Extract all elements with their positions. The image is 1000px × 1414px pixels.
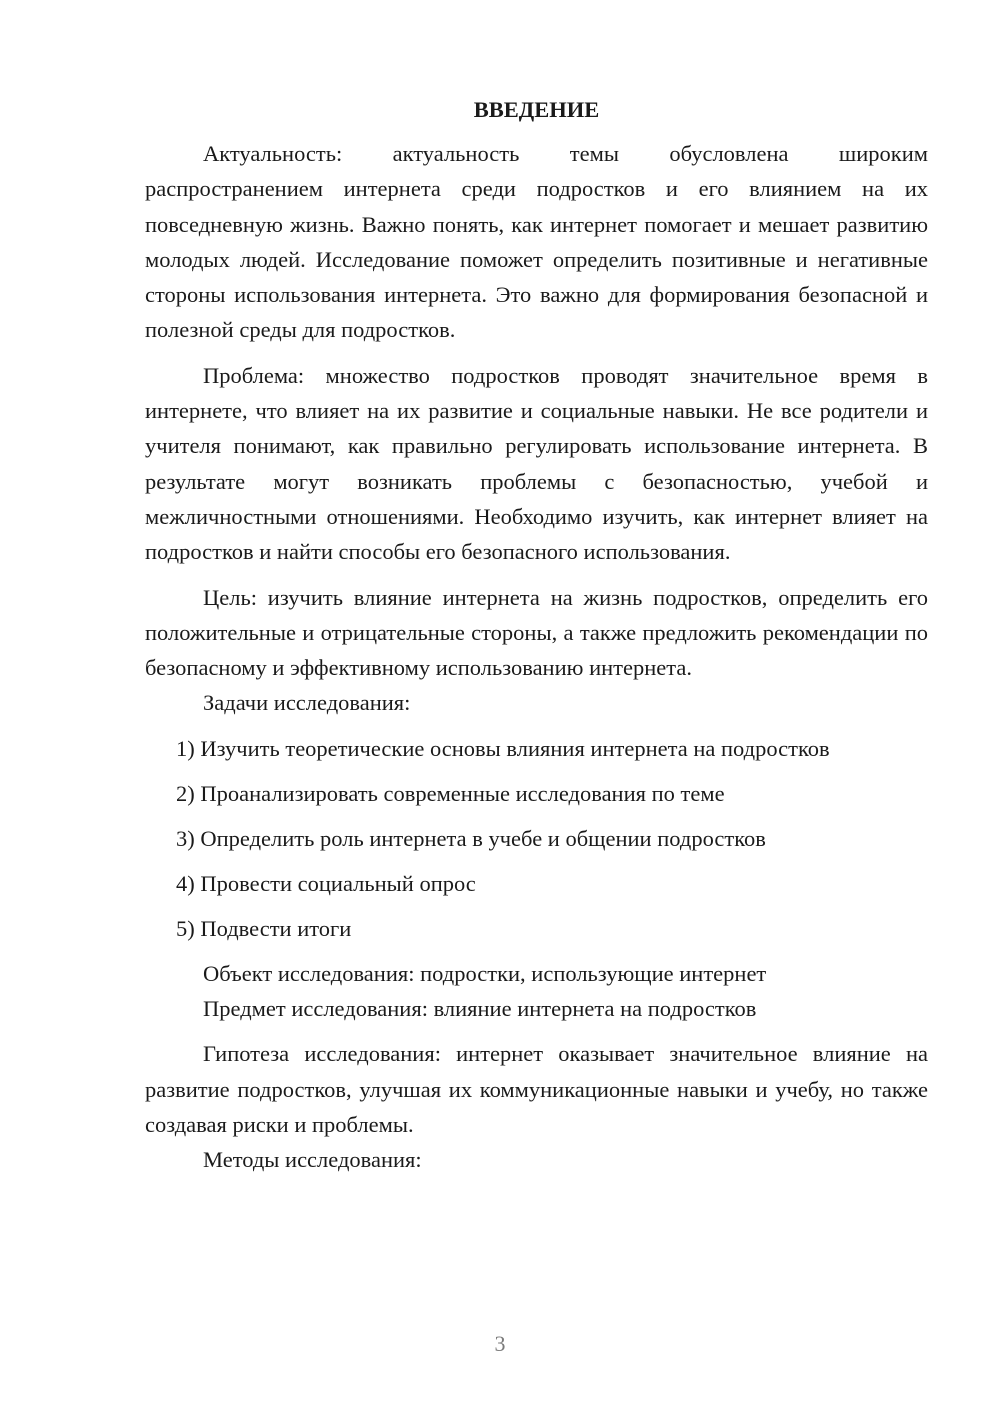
paragraph-problem: Проблема: множество подростков проводят значительное время в интернете, что влияет на их развитие и социальные навыки. Не все родители и учителя понимают, как правильно регулировать использование интернета. В результате могут возникать проблемы с безопасностью, учебой и межличностными отношениями. Необходимо изучить, как интернет влияет на подростков и найти способы его безопасного использования. bbox=[145, 362, 928, 565]
page-number: 3 bbox=[494, 1331, 506, 1356]
page-content bbox=[145, 92, 928, 1178]
list-item: 1) Изучить теоретические основы влияния интернета на подростков bbox=[176, 735, 830, 761]
section-title: ВВЕДЕНИЕ bbox=[473, 97, 600, 122]
research-object: Объект исследования: подростки, использующие интернет bbox=[203, 960, 767, 986]
methods-heading: Методы исследования: bbox=[203, 1147, 422, 1173]
research-subject: Предмет исследования: влияние интернета на подростков bbox=[203, 996, 757, 1022]
tasks-list bbox=[145, 731, 928, 946]
list-item: 5) Подвести итоги bbox=[176, 915, 352, 941]
tasks-heading: Задачи исследования: bbox=[203, 690, 411, 716]
list-item: 3) Определить роль интернета в учебе и общении подростков bbox=[176, 825, 766, 851]
paragraph-relevance: Актуальность: актуальность темы обусловлена широким распространением интернета среди подростков и его влиянием на их повседневную жизнь. Важно понять, как интернет помогает и мешает развитию молодых людей. Исследование поможет определить позитивные и негативные стороны использования интернета. Это важно для формирования безопасной и полезной среды для подростков. bbox=[145, 141, 928, 343]
list-item: 4) Провести социальный опрос bbox=[176, 870, 476, 896]
list-item: 2) Проанализировать современные исследования по теме bbox=[176, 780, 725, 806]
research-hypothesis: Гипотеза исследования: интернет оказывает значительное влияние на развитие подростков, улучшая их коммуникационные навыки и учебу, но также создавая риски и проблемы. bbox=[145, 1041, 928, 1137]
paragraph-goal: Цель: изучить влияние интернета на жизнь подростков, определить его положительные и отрицательные стороны, а также предложить рекомендации по безопасному и эффективному использованию интернета. bbox=[145, 584, 928, 681]
